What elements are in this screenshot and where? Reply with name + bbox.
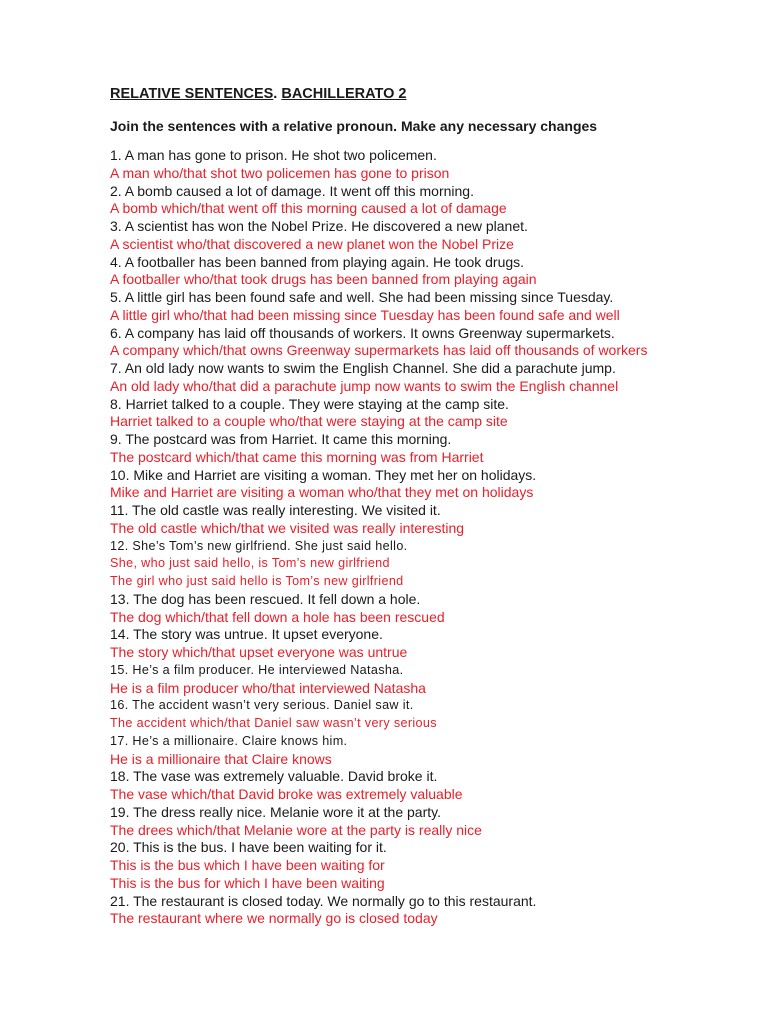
exercise-answer: He is a millionaire that Claire knows — [110, 750, 332, 767]
exercise-answer: Harriet talked to a couple who/that were staying at the camp site — [110, 413, 508, 430]
exercise-answer: She, who just said hello, is Tom’s new girlfriend — [110, 556, 390, 571]
exercise-answer: The postcard which/that came this morning was from Harriet — [110, 448, 484, 465]
exercise-answer: The girl who just said hello is Tom’s new girlfriend — [110, 574, 404, 588]
exercise-sentence: 15. He’s a film producer. He interviewed Natasha. — [110, 662, 404, 677]
exercise-sentence: 11. The old castle was really interesting. We visited it. — [110, 502, 441, 518]
exercise-sentence: 21. The restaurant is closed today. We normally go to this restaurant. — [110, 892, 537, 909]
exercise-answer: The dog which/that fell down a hole has been rescued — [110, 608, 445, 625]
exercise-sentence: 16. The accident wasn’t very serious. Daniel saw it. — [110, 698, 414, 713]
exercise-sentence: 4. A footballer has been banned from playing again. He took drugs. — [110, 253, 525, 270]
exercise-answer: He is a film producer who/that interviewed Natasha — [110, 679, 426, 696]
title-separator: . — [273, 86, 282, 102]
worksheet-instruction: Join the sentences with a relative pronoun. Make any necessary changes — [110, 118, 598, 134]
exercise-sentence: 14. The story was untrue. It upset everyone. — [110, 626, 383, 643]
exercise-answer: The old castle which/that we visited was really interesting — [110, 519, 465, 536]
exercise-answer: Mike and Harriet are visiting a woman who/that they met on holidays — [110, 484, 534, 501]
exercise-answer: The restaurant where we normally go is closed today — [110, 910, 438, 927]
exercise-sentence: 13. The dog has been rescued. It fell down a hole. — [110, 590, 421, 607]
exercise-sentence: 2. A bomb caused a lot of damage. It went off this morning. — [110, 182, 474, 199]
exercise-answer: A company which/that owns Greenway supermarkets has laid off thousands of workers — [110, 342, 648, 359]
exercise-answer: A man who/that shot two policemen has gone to prison — [110, 164, 450, 181]
worksheet-title — [110, 84, 750, 104]
title-course: BACHILLERATO 2 — [281, 86, 407, 102]
exercise-sentence: 9. The postcard was from Harriet. It came this morning. — [110, 431, 452, 447]
exercise-sentence: 12. She’s Tom’s new girlfriend. She just said hello. — [110, 538, 408, 553]
worksheet-page — [110, 84, 750, 928]
exercise-answer: An old lady who/that did a parachute jump now wants to swim the English channel — [110, 377, 619, 394]
exercise-sentence: 18. The vase was extremely valuable. David broke it. — [110, 768, 438, 785]
exercise-sentence: 7. An old lady now wants to swim the English Channel. She did a parachute jump. — [110, 360, 616, 376]
exercise-sentence: 1. A man has gone to prison. He shot two policemen. — [110, 147, 437, 163]
exercise-answer: The vase which/that David broke was extremely valuable — [110, 786, 463, 802]
exercise-sentence: 20. This is the bus. I have been waiting for it. — [110, 839, 387, 856]
title-topic: RELATIVE SENTENCES — [110, 86, 274, 102]
exercise-sentence: 8. Harriet talked to a couple. They were staying at the camp site. — [110, 395, 509, 412]
exercise-answer: A little girl who/that had been missing since Tuesday has been found safe and well — [110, 306, 620, 323]
exercise-answer: A bomb which/that went off this morning caused a lot of damage — [110, 200, 507, 217]
exercise-sentence: 10. Mike and Harriet are visiting a woman. They met her on holidays. — [110, 466, 537, 483]
exercise-sentence: 5. A little girl has been found safe and well. She had been missing since Tuesday. — [110, 289, 614, 305]
exercise-answer: This is the bus for which I have been waiting — [110, 874, 385, 891]
exercise-sentence: 3. A scientist has won the Nobel Prize. He discovered a new planet. — [110, 218, 528, 234]
exercise-sentence: 6. A company has laid off thousands of workers. It owns Greenway supermarkets. — [110, 324, 615, 341]
exercise-answer: A scientist who/that discovered a new planet won the Nobel Prize — [110, 235, 514, 252]
exercise-answer: A footballer who/that took drugs has been banned from playing again — [110, 271, 537, 288]
exercise-answer: The accident which/that Daniel saw wasn’t very serious — [110, 716, 437, 730]
exercise-sentence: 17. He’s a millionaire. Claire knows him. — [110, 733, 348, 748]
exercise-answer: This is the bus which I have been waiting for — [110, 857, 385, 873]
exercise-list — [110, 147, 750, 928]
exercise-answer: The drees which/that Melanie wore at the party is really nice — [110, 821, 482, 838]
exercise-answer: The story which/that upset everyone was untrue — [110, 644, 408, 660]
exercise-sentence: 19. The dress really nice. Melanie wore it at the party. — [110, 803, 441, 820]
